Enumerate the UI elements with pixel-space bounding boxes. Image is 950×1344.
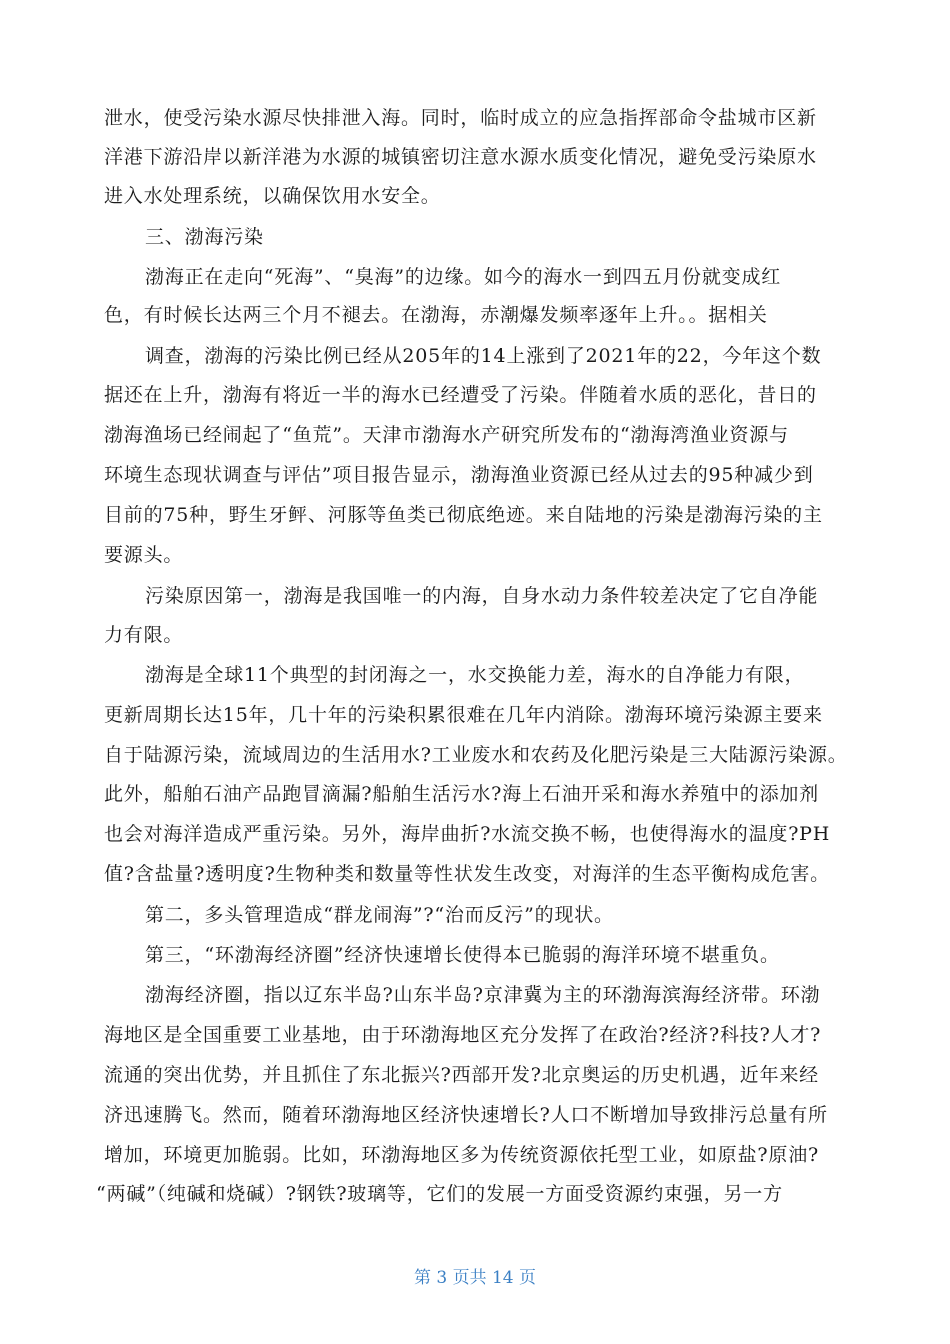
text-line: 海地区是全国重要工业基地，由于环渤海地区充分发挥了在政治?经济?科技?人才?	[104, 1024, 822, 1046]
text-line: 此外，船舶石油产品跑冒滴漏?船舶生活污水?海上石油开采和海水养殖中的添加剂	[104, 783, 819, 805]
text-line: 三、渤海污染	[145, 226, 264, 248]
text-line: 目前的75种，野生牙鲆、河豚等鱼类已彻底绝迹。来自陆地的污染是渤海污染的主	[104, 504, 823, 526]
text-line: 渤海经济圈，指以辽东半岛?山东半岛?京津冀为主的环渤海滨海经济带。环渤	[145, 984, 821, 1006]
text-line: 调查，渤海的污染比例已经从205年的14上涨到了2021年的22，今年这个数	[145, 345, 822, 367]
text-line: 增加，环境更加脆弱。比如，环渤海地区多为传统资源依托型工业，如原盐?原油?	[104, 1144, 819, 1166]
text-line: 泄水，使受污染水源尽快排泄入海。同时，临时成立的应急指挥部命令盐城市区新	[104, 107, 817, 129]
text-line: 洋港下游沿岸以新洋港为水源的城镇密切注意水源水质变化情况，避免受污染原水	[104, 146, 817, 168]
text-line: 也会对海洋造成严重污染。另外，海岸曲折?水流交换不畅，也使得海水的温度?PH	[104, 823, 831, 845]
text-line: 色，有时候长达两三个月不褪去。在渤海，赤潮爆发频率逐年上升。。据相关	[104, 304, 768, 326]
text-line: 第二，多头管理造成“群龙闹海”?“治而反污”的现状。	[145, 904, 614, 926]
text-line: 污染原因第一，渤海是我国唯一的内海，自身水动力条件较差决定了它自净能	[145, 585, 819, 607]
text-line: 流通的突出优势，并且抓住了东北振兴?西部开发?北京奥运的历史机遇，近年来经	[104, 1064, 819, 1086]
page-footer: 第 3 页共 14 页	[413, 1268, 537, 1288]
text-line: 自于陆源污染，流域周边的生活用水?工业废水和农药及化肥污染是三大陆源污染源。	[104, 744, 848, 766]
text-line: “两碱”（纯碱和烧碱）?钢铁?玻璃等，它们的发展一方面受资源约束强，另一方	[96, 1183, 783, 1205]
text-line: 第三，“环渤海经济圈”经济快速增长使得本已脆弱的海洋环境不堪重负。	[145, 944, 780, 966]
text-line: 渤海正在走向“死海”、“臭海”的边缘。如今的海水一到四五月份就变成红	[145, 266, 782, 288]
text-line: 值?含盐量?透明度?生物种类和数量等性状发生改变，对海洋的生态平衡构成危害。	[104, 863, 830, 885]
text-line: 更新周期长达15年，几十年的污染积累很难在几年内消除。渤海环境污染源主要来	[104, 704, 823, 726]
text-line: 力有限。	[104, 624, 184, 646]
text-line: 据还在上升，渤海有将近一半的海水已经遭受了污染。伴随着水质的恶化，昔日的	[104, 384, 817, 406]
text-line: 要源头。	[104, 544, 184, 566]
text-line: 进入水处理系统，以确保饮用水安全。	[104, 185, 441, 207]
text-line: 渤海渔场已经闹起了“鱼荒”。天津市渤海水产研究所发布的“渤海湾渔业资源与	[104, 424, 789, 446]
text-line: 环境生态现状调查与评估”项目报告显示，渤海渔业资源已经从过去的95种减少到	[104, 464, 814, 486]
text-line: 济迅速腾飞。然而，随着环渤海地区经济快速增长?人口不断增加导致排污总量有所	[104, 1104, 828, 1126]
text-line: 渤海是全球11个典型的封闭海之一，水交换能力差，海水的自净能力有限，	[145, 664, 805, 686]
